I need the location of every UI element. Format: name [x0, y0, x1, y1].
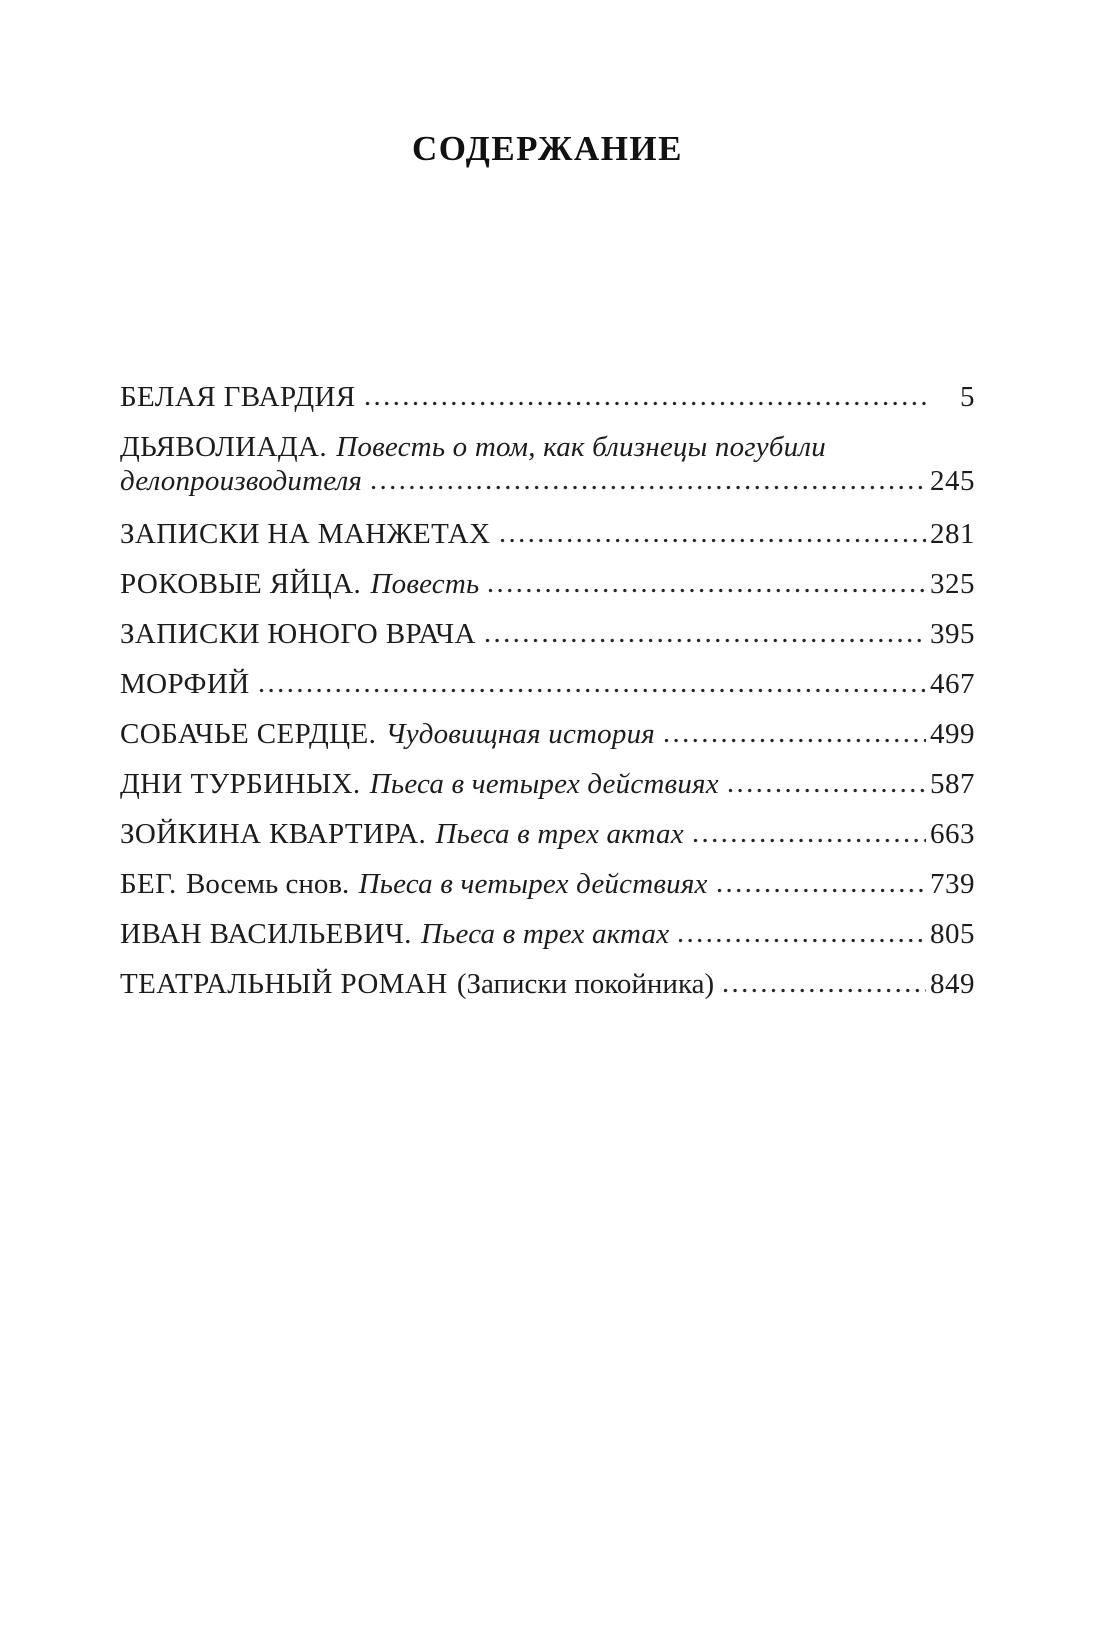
page-title: СОДЕРЖАНИЕ — [411, 129, 683, 168]
entry-subtitle: Пьеса в трех актах — [435, 817, 684, 850]
entry-title: ЗОЙКИНА КВАРТИРА. — [120, 817, 427, 850]
dot-leader — [500, 538, 927, 543]
dot-leader — [693, 838, 926, 843]
dot-leader — [728, 788, 926, 793]
entry-subtitle-roman: (Записки покойника) — [456, 967, 715, 1000]
dot-leader — [664, 738, 926, 743]
toc-entry — [120, 769, 975, 799]
entry-title-group — [120, 619, 476, 649]
toc-entry — [120, 919, 975, 949]
toc-entry — [120, 569, 975, 599]
entry-page-number: 245 — [930, 464, 975, 497]
dot-leader — [678, 938, 926, 943]
entry-title-group — [120, 819, 684, 849]
entry-title: СОБАЧЬЕ СЕРДЦЕ. — [120, 717, 377, 750]
toc-entry — [120, 819, 975, 849]
entry-title-group — [120, 382, 356, 412]
dot-leader — [488, 588, 926, 593]
entry-page-number: 467 — [930, 667, 975, 700]
toc-entry — [120, 519, 975, 549]
entry-title: ЗАПИСКИ НА МАНЖЕТАХ — [120, 517, 491, 550]
entry-title-group — [120, 432, 826, 462]
dot-leader — [371, 485, 926, 490]
toc-entry — [120, 382, 975, 412]
entry-title-group — [120, 569, 479, 599]
entry-subtitle: Повесть — [370, 567, 480, 600]
entry-title-group — [120, 669, 250, 699]
entry-title: ТЕАТРАЛЬНЫЙ РОМАН — [120, 967, 448, 1000]
dot-leader — [723, 988, 926, 993]
entry-title: БЕГ. — [120, 867, 177, 900]
entry-title: ДЬЯВОЛИАДА. — [120, 430, 328, 463]
entry-title-group — [120, 769, 719, 799]
entry-page-number: 5 — [960, 380, 975, 413]
dot-leader — [365, 401, 928, 406]
entry-page-number: 663 — [930, 817, 975, 850]
entry-title: ЗАПИСКИ ЮНОГО ВРАЧА — [120, 617, 476, 650]
entry-page-number: 395 — [930, 617, 975, 650]
entry-title: ДНИ ТУРБИНЫХ. — [120, 767, 361, 800]
entry-title: МОРФИЙ — [120, 667, 250, 700]
entry-subtitle: Пьеса в трех актах — [420, 917, 670, 950]
entry-subtitle-roman: Восемь снов. — [185, 867, 350, 900]
entry-subtitle: Пьеса в четырех действиях — [369, 767, 719, 800]
toc-entry-continuation — [120, 466, 975, 496]
entry-title-group — [120, 919, 669, 949]
dot-leader — [485, 638, 926, 643]
entry-title-group — [120, 519, 491, 549]
entry-page-number: 325 — [930, 567, 975, 600]
entry-title-group — [120, 466, 362, 496]
toc-entry — [120, 619, 975, 649]
entry-page-number: 587 — [930, 767, 975, 800]
toc-entry — [120, 869, 975, 899]
entry-page-number: 849 — [930, 967, 975, 1000]
entry-title-group — [120, 869, 708, 899]
entry-page-number: 499 — [930, 717, 975, 750]
entry-page-number: 805 — [930, 917, 975, 950]
toc-entry — [120, 669, 975, 699]
toc-entry — [120, 969, 975, 999]
entry-title: БЕЛАЯ ГВАРДИЯ — [120, 380, 356, 413]
entry-title: РОКОВЫЕ ЯЙЦА. — [120, 567, 362, 600]
dot-leader — [259, 688, 926, 693]
entry-subtitle: Чудовищная история — [385, 717, 655, 750]
dot-leader — [717, 888, 926, 893]
entry-page-number: 281 — [930, 517, 975, 550]
toc-entry — [120, 719, 975, 749]
toc-entry — [120, 432, 975, 462]
entry-page-number: 739 — [930, 867, 975, 900]
table-of-contents — [120, 382, 975, 999]
entry-title-group — [120, 719, 655, 749]
entry-title: ИВАН ВАСИЛЬЕВИЧ. — [120, 917, 412, 950]
entry-subtitle: Повесть о том, как близнецы погубили — [336, 430, 826, 463]
entry-subtitle: Пьеса в четырех действиях — [358, 867, 708, 900]
entry-subtitle: делопроизводителя — [120, 464, 363, 497]
entry-title-group — [120, 969, 714, 999]
